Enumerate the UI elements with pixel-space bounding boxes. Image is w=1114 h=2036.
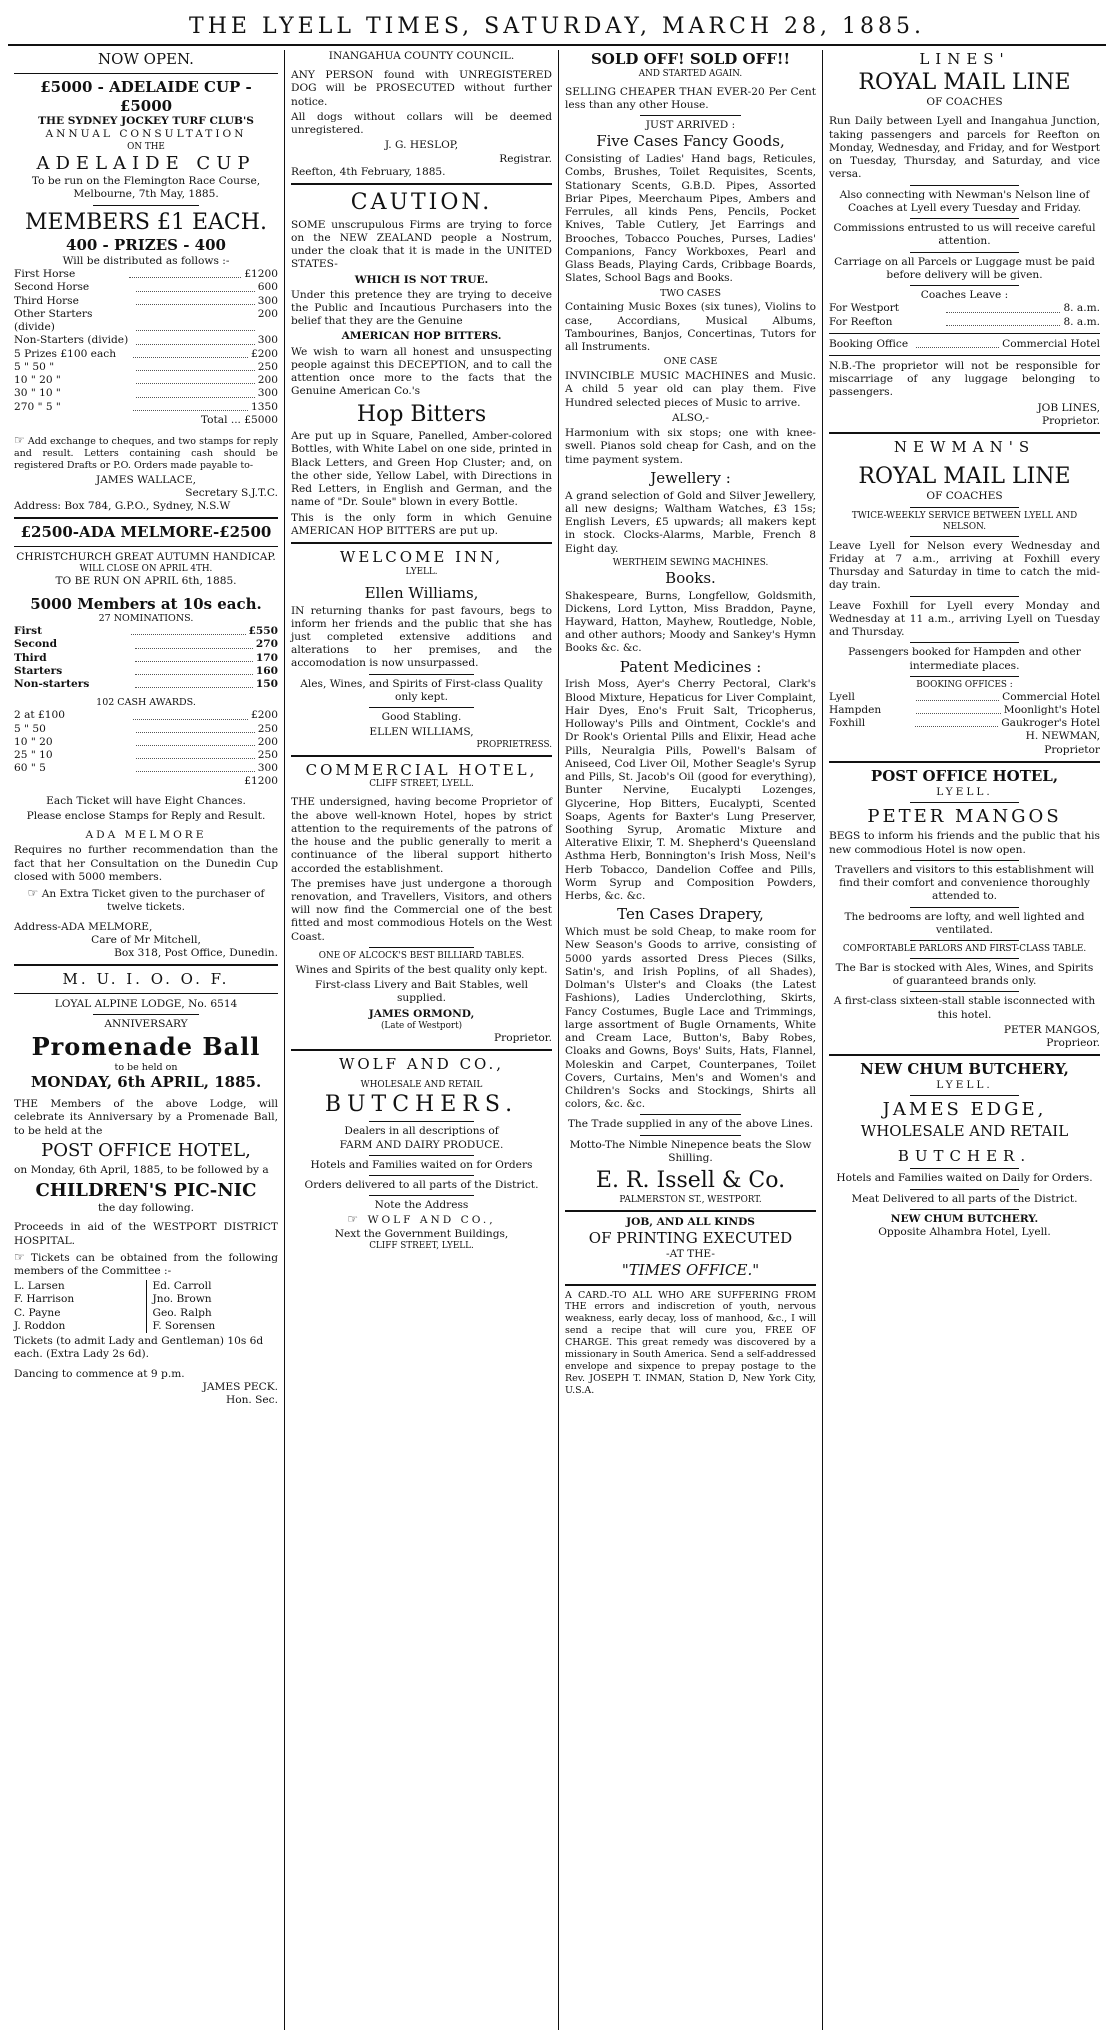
table-row: First £550 <box>14 625 278 638</box>
divider <box>829 1054 1100 1056</box>
just-arrived: JUST ARRIVED : <box>645 119 736 132</box>
divider <box>910 991 1018 992</box>
table-row: 2 at £100 £200 <box>14 709 278 722</box>
council-heading: INANGAHUA COUNTY COUNCIL. <box>328 50 515 62</box>
booking-office-row: Booking Office Commercial Hotel <box>829 337 1100 350</box>
divider <box>640 115 740 116</box>
divider <box>565 1284 816 1286</box>
divider <box>369 1175 473 1176</box>
address-ada: Address-ADA MELMORE, <box>14 920 153 933</box>
post-office-hotel-heading: POST OFFICE HOTEL, <box>870 766 1059 785</box>
members-lodge-text: THE Members of the above Lodge, will celebrate its Anniversary by a Promenade Ball, to be held at the <box>14 1098 278 1137</box>
proprietress: PROPRIETRESS. <box>476 739 552 750</box>
wholesale-retail-heading: WHOLESALE AND RETAIL <box>860 1121 1069 1140</box>
jewellery-heading: Jewellery : <box>650 468 731 487</box>
two-cases: TWO CASES <box>660 287 721 299</box>
divider <box>910 218 1018 219</box>
peter-mangos-title: PETER MANGOS <box>867 805 1062 827</box>
divider <box>369 707 473 708</box>
on-the: ON THE <box>127 141 165 152</box>
divider <box>369 674 473 675</box>
commissions-text: Commissions entrusted to us will receive careful attention. <box>833 222 1096 248</box>
collars-notice: All dogs without collars will be deemed unregistered. <box>291 110 552 137</box>
job-heading: JOB, AND ALL KINDS <box>626 1215 755 1228</box>
ellen-williams-title: Ellen Williams, <box>364 583 479 602</box>
palmerston-street: PALMERSTON ST., WESTPORT. <box>619 1194 762 1205</box>
divider <box>291 1049 552 1051</box>
monday-date: MONDAY, 6th APRIL, 1885. <box>30 1073 262 1092</box>
cliff-street-2: CLIFF STREET, LYELL. <box>369 1240 474 1251</box>
on-monday-text: on Monday, 6th April, 1885, to be followed by a <box>14 1164 269 1177</box>
bedrooms-text: The bedrooms are lofty, and well lighted and ventilated. <box>844 910 1085 936</box>
american-hop-bitters: AMERICAN HOP BITTERS. <box>341 330 502 343</box>
run-on-text: To be run on the Flemington Race Course, Melbourne, 7th May, 1885. <box>31 175 261 201</box>
column-1 <box>8 50 284 2030</box>
divider <box>93 1014 199 1015</box>
harmonium-text: Harmonium with six stops; one with knee-swell. Pianos sold cheap for Cash, and on the time payment system. <box>565 427 816 466</box>
leave-lyell-text: Leave Lyell for Nelson every Wednesday and Friday at 7 a.m., arriving at Foxhill every Thursday and Saturday in time to catch the mid-day train. <box>829 539 1100 592</box>
livery-text: First-class Livery and Bait Stables, well supplied. <box>314 979 528 1005</box>
dancing-time: Dancing to commence at 9 p.m. <box>14 1367 185 1380</box>
travellers-text: Travellers and visitors to this establishment will find their comfort and convenience thoroughly attended to. <box>835 863 1094 903</box>
royal-mail-line: ROYAL MAIL LINE <box>858 69 1071 95</box>
note-address: Note the Address <box>374 1199 469 1212</box>
now-open-heading: NOW OPEN. <box>98 50 194 68</box>
job-lines-sig: JOB LINES, <box>1037 401 1100 414</box>
leave-foxhill-text: Leave Foxhill for Lyell every Monday and Wednesday at 11 a.m., arriving Lyell on Tuesday and Thursday. <box>829 599 1100 639</box>
newman-proprietor: Proprietor <box>1044 743 1100 756</box>
divider <box>14 73 278 74</box>
parlors-text: COMFORTABLE PARLORS AND FIRST-CLASS TABLE. <box>842 944 1087 955</box>
adelaide-cup-title: ADELAIDE CUP <box>36 152 256 174</box>
books-heading: Books. <box>665 568 716 587</box>
tickets-price: Tickets (to admit Lady and Gentleman) 10s 6d each. (Extra Lady 2s 6d). <box>14 1335 264 1361</box>
prize-table <box>14 268 278 414</box>
reefton-date: Reefton, 4th February, 1885. <box>291 165 446 178</box>
requires-text: Requires no further recommendation than the fact that her Consultation on the Dunedin Cup closed with 5000 members. <box>14 844 278 883</box>
column-2 <box>284 50 558 2030</box>
jewellery-text: A grand selection of Gold and Silver Jewellery, all new designs; Waltham Watches, £3 15s; English Levers, £5 upwards; all makers kept in stock. Clocks-Alarms, Marble, French 8 Eight day. <box>565 489 816 555</box>
ellen-text: IN returning thanks for past favours, begs to inform her friends and the public that she has just completed extensive additions and alterations to her premises, and the accomodation is now unsurpassed. <box>291 604 552 670</box>
prize-total: Total ... £5000 <box>200 413 278 426</box>
carriage-text: Carriage on all Parcels or Luggage must be paid before delivery will be given. <box>834 255 1095 281</box>
peter-proprietor: Proprieor. <box>1046 1037 1100 1050</box>
ada-melmore-name: ADA MELMORE <box>85 829 207 842</box>
table-row: Lyell Commercial Hotel <box>829 690 1100 703</box>
next-to-text: Next the Government Buildings, <box>334 1227 509 1240</box>
issell-title: E. R. Issell & Co. <box>595 1168 786 1194</box>
heslop-name: J. G. HESLOP, <box>384 139 459 152</box>
wolf-heading: WOLF AND CO., <box>338 1055 505 1074</box>
day-following: the day following. <box>97 1202 195 1215</box>
divider <box>291 755 552 757</box>
divider <box>910 642 1018 643</box>
committee-left: L. Larsen F. Harrison C. Payne J. Roddon <box>14 1280 75 1332</box>
table-row: Third 170 <box>14 651 278 664</box>
divider <box>910 536 1018 537</box>
divider <box>910 1168 1018 1169</box>
prizes-heading: 400 - PRIZES - 400 <box>66 236 226 255</box>
ormond-name: JAMES ORMOND, <box>368 1007 475 1020</box>
nominations-heading: 27 NOMINATIONS. <box>98 613 194 625</box>
will-close: WILL CLOSE ON APRIL 4TH. <box>79 564 213 575</box>
cliff-street: CLIFF STREET, LYELL. <box>369 779 474 790</box>
melmore-headline: £2500-ADA MELMORE-£2500 <box>20 523 272 542</box>
newman-connect-text: Also connecting with Newman's Nelson line of Coaches at Lyell every Tuesday and Friday. <box>839 188 1090 214</box>
pointing-hand-icon: ☞ <box>347 1212 362 1227</box>
divider <box>829 761 1100 763</box>
masthead-rule <box>8 44 1106 46</box>
stable-text: A first-class sixteen-stall stable isconnected with this hotel. <box>833 995 1096 1021</box>
divider <box>369 1155 473 1156</box>
premises-text: The premises have just undergone a thorough renovation, and Travellers, Visitors, and others will now find the Commercial one of the best fitted and most commodious Hotels on the West Coast. <box>291 877 552 943</box>
table-row: 5 Prizes £100 each £200 <box>14 347 278 360</box>
times-office: "TIMES OFFICE." <box>621 1260 760 1279</box>
orders-text: Orders delivered to all parts of the District. <box>304 1179 539 1191</box>
eight-chances: Each Ticket will have Eight Chances. <box>46 794 246 807</box>
newman-signature: H. NEWMAN, <box>1025 730 1100 743</box>
divider <box>910 1209 1018 1210</box>
committee-right: Ed. Carroll Jno. Brown Geo. Ralph F. Sorensen <box>146 1280 279 1333</box>
divider <box>910 507 1018 508</box>
members-heading: MEMBERS £1 EACH. <box>25 209 267 235</box>
wallace-title: Secretary S.J.T.C. <box>185 486 278 499</box>
nominations-table <box>14 625 278 691</box>
divider <box>14 964 278 966</box>
table-row: For Westport 8. a.m. <box>829 302 1101 315</box>
table-row: Second 270 <box>14 638 278 651</box>
dealers-text: Dealers in all descriptions of <box>344 1125 499 1138</box>
patent-text: Irish Moss, Ayer's Cherry Pectoral, Clark's Blood Mixture, Hepaticus for Liver Complaint, Hair Dyes, Eno's Fruit Salt, Tricopherus, Holloway's Pills and Ointment, Cockle's and Dr Rook's Oriental Pills and Elixir, Head ache Pills, Neuralgia Pills, Powell's Balsam of Aniseed, Cod Liver Oil, Mother Seagle's Syrup and Pills, St. Jacob's Oil (good for everything), Bunter Nervine, Eucalypti Lozenges, Glycerine, Hop Bitters, Eucalypti, Scented Soaps, Agents for Baxter's Lung Preserver, Soothing Syrup, Aromatic Mixture and Alterative Elixir, T. M. Shepherd's Queensland Asthma Herb, Bonnington's Irish Moss, Neil's Herb Tobacco, Dandelion Coffee and Pills, Worm Syrup and Composition Powders, Herbs, &c. &c. <box>565 678 816 903</box>
loyal-alpine: LOYAL ALPINE LODGE, No. 6514 <box>54 998 238 1011</box>
wallace-name: JAMES WALLACE, <box>95 473 197 486</box>
wolf-address-name: ☞ WOLF AND CO., <box>347 1212 496 1227</box>
proceeds-text: Proceeds in aid of the WESTPORT DISTRICT HOSPITAL. <box>14 1221 278 1247</box>
divider <box>369 947 473 948</box>
box-318: Box 318, Post Office, Dunedin. <box>114 947 278 960</box>
divider <box>93 205 199 206</box>
bar-text: The Bar is stocked with Ales, Wines, and Spirits of guaranteed brands only. <box>835 962 1094 988</box>
cash-total: £1200 <box>244 775 278 788</box>
column-4 <box>822 50 1106 2030</box>
wines-text: Wines and Spirits of the best quality only kept. <box>295 963 548 976</box>
new-chum-heading: NEW CHUM BUTCHERY, <box>860 1060 1069 1079</box>
lines-heading: LINES' <box>919 50 1010 68</box>
late-of-westport: (Late of Westport) <box>380 1020 463 1031</box>
james-edge-title: JAMES EDGE, <box>882 1099 1047 1121</box>
committee-list <box>14 1280 278 1333</box>
butchers-title: BUTCHERS. <box>324 1091 519 1117</box>
started-again: AND STARTED AGAIN. <box>638 68 743 79</box>
wholesale-retail: WHOLESALE AND RETAIL <box>360 1079 483 1090</box>
drapery-text: Which must be sold Cheap, to make room for New Season's Goods to arrive, consisting of 5000 yards assorted Dress Pieces (Silks, Satin's, and Irish Poplins, of all Shades), Dolman's Ulster's and Cloaks (the Latest Fashions), Ladies Underclothing, Skirts, Fancy Costumes, Bugle Lace and Trimmings, large assortment of Bugle Ornaments, White and Cream Lace, Button's, Baby Robes, Cloaks and Gowns, Boys' Suits, Hats, Flannel, Moleskin and Carpet, Counterpanes, Toilet Covers, Curtains, Men's and Women's and Children's Socks and Stockings, Shirts all colors, &c. &c. <box>565 926 816 1111</box>
columns <box>8 50 1106 2030</box>
table-row: 60 " 5 300 <box>14 762 279 775</box>
adelaide-cup-headline: £5000 - ADELAIDE CUP - £5000 <box>40 77 252 115</box>
caution-text: SOME unscrupulous Firms are trying to force on the NEW ZEALAND people a Nostrum, under the cloak that it is made in the UNITED STATES- <box>291 218 552 271</box>
wertheim: WERTHEIM SEWING MACHINES. <box>612 557 769 568</box>
billiard-text: ONE OF ALCOCK'S BEST BILLIARD TABLES. <box>318 950 525 961</box>
ormond-proprietor: Proprietor. <box>494 1031 552 1044</box>
divider <box>14 517 278 519</box>
passengers-text: Passengers booked for Hampden and other intermediate places. <box>848 646 1081 672</box>
column-3 <box>558 50 822 2030</box>
anniversary: ANNIVERSARY <box>104 1018 188 1031</box>
hon-sec: Hon. Sec. <box>225 1394 278 1407</box>
pretence-text: Under this pretence they are trying to deceive the Public and Incautious Purchasers into the belief that they are the Genuine <box>291 288 552 328</box>
only-form: This is the only form in which Genuine AMERICAN HOP BITTERS are put up. <box>291 511 552 537</box>
divider <box>369 1121 473 1122</box>
run-daily-text: Run Daily between Lyell and Inangahua Junction, taking passengers and parcels for Reefton on Monday, Wednesday, and Friday, and for Westport on Tuesday, Thursday, and Saturday, and vice versa. <box>829 115 1100 181</box>
new-chum-lyell: LYELL. <box>936 1079 993 1092</box>
welcome-inn-heading: WELCOME INN, <box>339 548 504 567</box>
cash-awards-heading: 102 CASH AWARDS. <box>96 697 196 709</box>
pointing-hand-icon: ☞ <box>14 1249 25 1264</box>
promenade-ball-title: Promenade Ball <box>31 1031 261 1061</box>
tickets-obtained: ☞ Tickets can be obtained from the following members of the Committee :- <box>14 1249 278 1277</box>
divider <box>291 542 552 544</box>
newmans-heading: NEWMAN'S <box>893 438 1036 457</box>
table-row: Third Horse 300 <box>14 294 279 307</box>
meat-delivered-text: Meat Delivered to all parts of the District. <box>851 1192 1078 1205</box>
divider <box>910 958 1018 959</box>
care-of: Care of Mr Mitchell, <box>91 933 201 946</box>
divider <box>910 1095 1018 1096</box>
table-row: Hampden Moonlight's Hotel <box>829 703 1100 716</box>
table-row: 270 " 5 " 1350 <box>14 400 278 413</box>
members-5000: 5000 Members at 10s each. <box>30 594 262 613</box>
lyell-label: LYELL. <box>405 566 438 577</box>
divider <box>14 993 278 994</box>
commercial-hotel-heading: COMMERCIAL HOTEL, <box>305 760 538 779</box>
one-case: ONE CASE <box>663 356 718 368</box>
sold-off-heading: SOLD OFF! SOLD OFF!! <box>590 50 791 68</box>
table-row: 5 " 50 " 250 <box>14 360 279 373</box>
books-text: Shakespeare, Burns, Longfellow, Goldsmith, Dickens, Lord Lytton, Miss Braddon, Payne, Hayward, Hatton, Mayhew, Routledge, Noble, and other authors; Moody and Sankey's Hymn Books &c. &c. <box>565 589 816 655</box>
run-april: TO BE RUN ON APRIL 6th, 1885. <box>55 575 237 588</box>
commercial-text: THE undersigned, having become Proprietor of the above well-known Hotel, hopes by strict attention to the requirements of the patrons of the house and the public generally to merit a continuance of the liberal support hitherto accorded the establishment. <box>291 796 552 875</box>
selling-text: SELLING CHEAPER THAN EVER-20 Per Cent less than any other House. <box>565 85 816 111</box>
peck-name: JAMES PECK. <box>202 1380 278 1393</box>
childrens-picnic: CHILDREN'S PIC-NIC <box>35 1179 257 1201</box>
wallace-address: Address: Box 784, G.P.O., Sydney, N.S.W <box>14 500 231 513</box>
table-row: 5 " 50 250 <box>14 722 279 735</box>
enclose-stamps: Please enclose Stamps for Reply and Result. <box>26 809 266 822</box>
nb-text: N.B.-The proprietor will not be responsible for miscarriage of any luggage belonging to passengers. <box>829 360 1100 399</box>
divider <box>910 860 1018 861</box>
divider <box>910 676 1018 677</box>
divider <box>910 252 1018 253</box>
opposite-alhambra: Opposite Alhambra Hotel, Lyell. <box>878 1226 1051 1239</box>
warn-text: We wish to warn all honest and unsuspecting people against this DECEPTION, and to call the attention once more to the facts that the Genuine American Co.'s <box>291 345 552 398</box>
divider <box>829 432 1100 434</box>
divider <box>910 907 1018 908</box>
table-row: 30 " 10 " 300 <box>14 387 279 400</box>
bottles-text: Are put up in Square, Panelled, Amber-colored Bottles, with White Label on one side, printed in Black Letters, and Green Hop Cluster; and, on the other side, Yellow Label, with Directions in Red Letters, in English and German, and the name of "Dr. Soule" blown in every Bottle. <box>291 430 552 509</box>
divider <box>910 596 1018 597</box>
club-name: THE SYDNEY JOCKEY TURF CLUB'S <box>38 115 254 128</box>
divider <box>291 183 552 185</box>
twice-weekly: TWICE-WEEKLY SERVICE BETWEEN LYELL AND NELSON. <box>851 510 1078 532</box>
peter-signature: PETER MANGOS, <box>1003 1023 1100 1036</box>
fancy-goods-text: Consisting of Ladies' Hand bags, Reticules, Combs, Brushes, Toilet Requisites, Scents, Stationary Scents, G.B.D. Pipes, Assorted Briar Pipes, Meerchaum Pipes, Ambers and Ferrules, all kinds Pens, Pencils, Pocket Knives, Table Cutlery, Jet Earrings and Brooches, Tobacco Pouches, Purses, Ladies' Companions, Fancy Workboxes, Pearl and Glass Beads, Playing Cards, Cribbage Boards, Slates, School Bags and Books. <box>565 153 816 285</box>
divider <box>910 940 1018 941</box>
table-row: Other Starters (divide) 200 <box>14 307 279 334</box>
five-cases: Five Cases Fancy Goods, <box>596 132 785 151</box>
music-text: Containing Music Boxes (six tunes), Violins to case, Accordians, Musical Albums, Tambourines, Banjos, Concertinas, Tutors for all Instruments. <box>565 301 816 354</box>
divider <box>910 1189 1018 1190</box>
not-true: WHICH IS NOT TRUE. <box>354 273 489 286</box>
divider <box>640 1114 740 1115</box>
ellen-signature: ELLEN WILLIAMS, <box>369 726 474 739</box>
table-row: 10 " 20 200 <box>14 735 279 748</box>
hotels-families-text: Hotels and Families waited on for Orders <box>310 1158 533 1171</box>
hotels-daily-text: Hotels and Families waited on Daily for Orders. <box>836 1172 1093 1185</box>
table-row: 25 " 10 250 <box>14 749 279 761</box>
divider <box>910 185 1018 186</box>
table-row: Starters 160 <box>14 664 278 677</box>
exchange-note: ☞ Add exchange to cheques, and two stamps for reply and result. Letters containing cash should be registered Drafts or P.O. Orders made payable to- <box>14 432 278 471</box>
divider <box>14 546 278 547</box>
pointing-hand-icon: ☞ <box>14 432 25 447</box>
of-coaches: OF COACHES <box>926 96 1003 109</box>
table-row: Second Horse 600 <box>14 281 279 294</box>
table-row: Foxhill Gaukroger's Hotel <box>829 717 1101 730</box>
begs-text: BEGS to inform his friends and the public that his new commodious Hotel is now open. <box>829 830 1100 856</box>
dog-notice: ANY PERSON found with UNREGISTERED DOG will be PROSECUTED without further notice. <box>291 69 552 108</box>
cash-awards-table <box>14 709 278 775</box>
post-office-hotel-title: POST OFFICE HOTEL, <box>41 1139 251 1161</box>
divider <box>910 285 1018 286</box>
motto-text: Motto-The Nimble Ninepence beats the Slow Shilling. <box>569 1138 812 1164</box>
divider <box>829 355 1100 356</box>
butcher-title: BUTCHER. <box>897 1146 1032 1165</box>
stabling-text: Good Stabling. <box>381 711 462 724</box>
divider <box>369 1195 473 1196</box>
table-row: 10 " 20 " 200 <box>14 374 279 387</box>
royal-mail-line-2: ROYAL MAIL LINE <box>858 463 1071 489</box>
at-the: -AT THE- <box>666 1247 715 1260</box>
caution-heading: CAUTION. <box>350 190 493 216</box>
table-row: Non-starters 150 <box>14 678 278 691</box>
distributed-text: Will be distributed as follows :- <box>62 254 230 267</box>
table-row: Non-Starters (divide) 300 <box>14 334 279 347</box>
pointing-hand-icon: ☞ <box>27 886 39 901</box>
of-coaches-2: OF COACHES <box>926 490 1003 503</box>
printing-heading: OF PRINTING EXECUTED <box>588 1228 793 1247</box>
ales-text: Ales, Wines, and Spirits of First-class Quality only kept. <box>300 677 543 703</box>
table-row: For Reefton 8. a.m. <box>829 315 1101 328</box>
hop-bitters-title: Hop Bitters <box>356 401 487 427</box>
new-chum-footer: NEW CHUM BUTCHERY. <box>890 1212 1039 1225</box>
extra-ticket: ☞ An Extra Ticket given to the purchaser of twelve tickets. <box>27 886 265 914</box>
card-text: A CARD.-TO ALL WHO ARE SUFFERING FROM THE errors and indiscretion of youth, nervous weakness, early decay, loss of manhood, &c., I will send a recipe that will cure you, FREE OF CHARGE. This great remedy was discovered by a missionary in South America. Send a self-addressed envelope and sixpence to prepay postage to the Rev. JOSEPH T. INMAN, Station D, New York City, U.S.A. <box>565 1289 816 1396</box>
divider <box>640 1135 740 1136</box>
divider <box>910 802 1018 803</box>
farm-produce: FARM AND DAIRY PRODUCE. <box>339 1138 504 1151</box>
coaches-leave: Coaches Leave : <box>920 289 1009 302</box>
also-heading: ALSO,- <box>672 411 709 424</box>
christchurch-handicap: CHRISTCHURCH GREAT AUTUMN HANDICAP. <box>16 551 276 564</box>
invincible-text: INVINCIBLE MUSIC MACHINES and Music. A child 5 year old can play them. Five Hundred selected pieces of Music to arrive. <box>565 370 816 409</box>
booking-offices: BOOKING OFFICES : <box>916 679 1013 690</box>
ten-cases-heading: Ten Cases Drapery, <box>617 905 764 924</box>
annual-consultation: ANNUAL CONSULTATION <box>45 128 247 141</box>
post-office-lyell: LYELL. <box>936 785 993 798</box>
divider <box>565 1210 816 1212</box>
trade-text: The Trade supplied in any of the above Lines. <box>567 1118 814 1131</box>
registrar: Registrar. <box>499 152 552 165</box>
patent-medicines-heading: Patent Medicines : <box>619 657 762 676</box>
to-be-held: to be held on <box>114 1061 178 1073</box>
muioof-heading: M. U. I. O. O. F. <box>62 970 230 989</box>
divider <box>829 333 1100 334</box>
job-lines-proprietor: Proprietor. <box>1042 414 1100 427</box>
table-row: First Horse £1200 <box>14 268 279 281</box>
masthead: THE LYELL TIMES, SATURDAY, MARCH 28, 1885. <box>189 14 925 39</box>
